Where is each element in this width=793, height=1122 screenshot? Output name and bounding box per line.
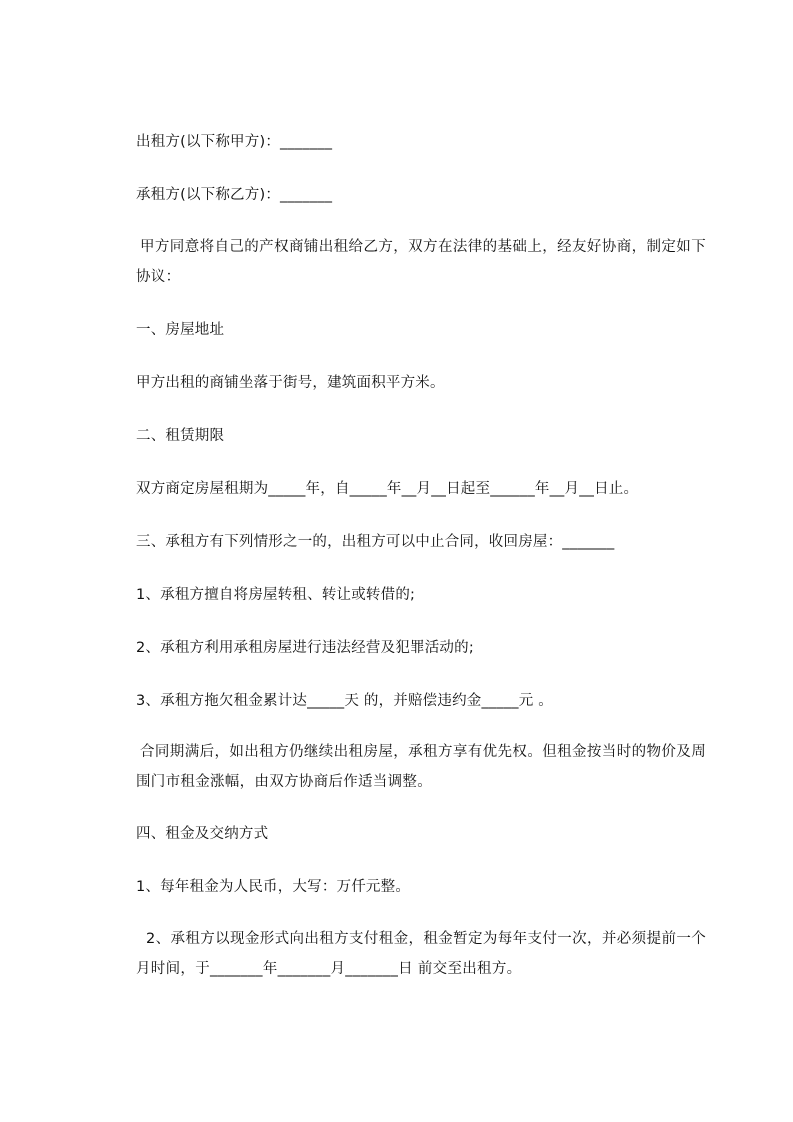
rent-item-2: 2、承租方以现金形式向出租方支付租金，租金暂定为每年支付一次，并必须提前一个月时间，于_______年_______月_______日 前交至出租方。 [136, 931, 706, 977]
termination-item-3: 3、承租方拖欠租金累计达_____天 的，并赔偿违约金_____元 。 [136, 693, 553, 709]
termination-item-1: 1、承租方擅自将房屋转租、转让或转借的; [136, 587, 416, 603]
section1-title: 一、房屋地址 [136, 322, 225, 338]
rent-item-1: 1、每年租金为人民币，大写：万仟元整。 [136, 879, 411, 895]
intro-paragraph: 甲方同意将自己的产权商铺出租给乙方，双方在法律的基础上，经友好协商，制定如下协议： [136, 239, 706, 285]
section3-title: 三、承租方有下列情形之一的，出租方可以中止合同，收回房屋：_______ [136, 534, 615, 550]
section4-title: 四、租金及交纳方式 [136, 826, 269, 842]
section1-text: 甲方出租的商铺坐落于街号，建筑面积平方米。 [136, 375, 445, 391]
lessor-line: 出租方(以下称甲方)：_______ [136, 134, 333, 150]
renewal-paragraph: 合同期满后，如出租方仍继续出租房屋，承租方享有优先权。但租金按当时的物价及周围门市租金涨幅，由双方协商后作适当调整。 [136, 744, 706, 790]
termination-item-2: 2、承租方利用承租房屋进行违法经营及犯罪活动的; [136, 640, 474, 656]
section2-text: 双方商定房屋租期为_____年，自_____年__月__日起至______年__月__日止。 [136, 481, 639, 497]
lessee-line: 承租方(以下称乙方)：_______ [136, 187, 333, 203]
section2-title: 二、租赁期限 [136, 428, 225, 444]
